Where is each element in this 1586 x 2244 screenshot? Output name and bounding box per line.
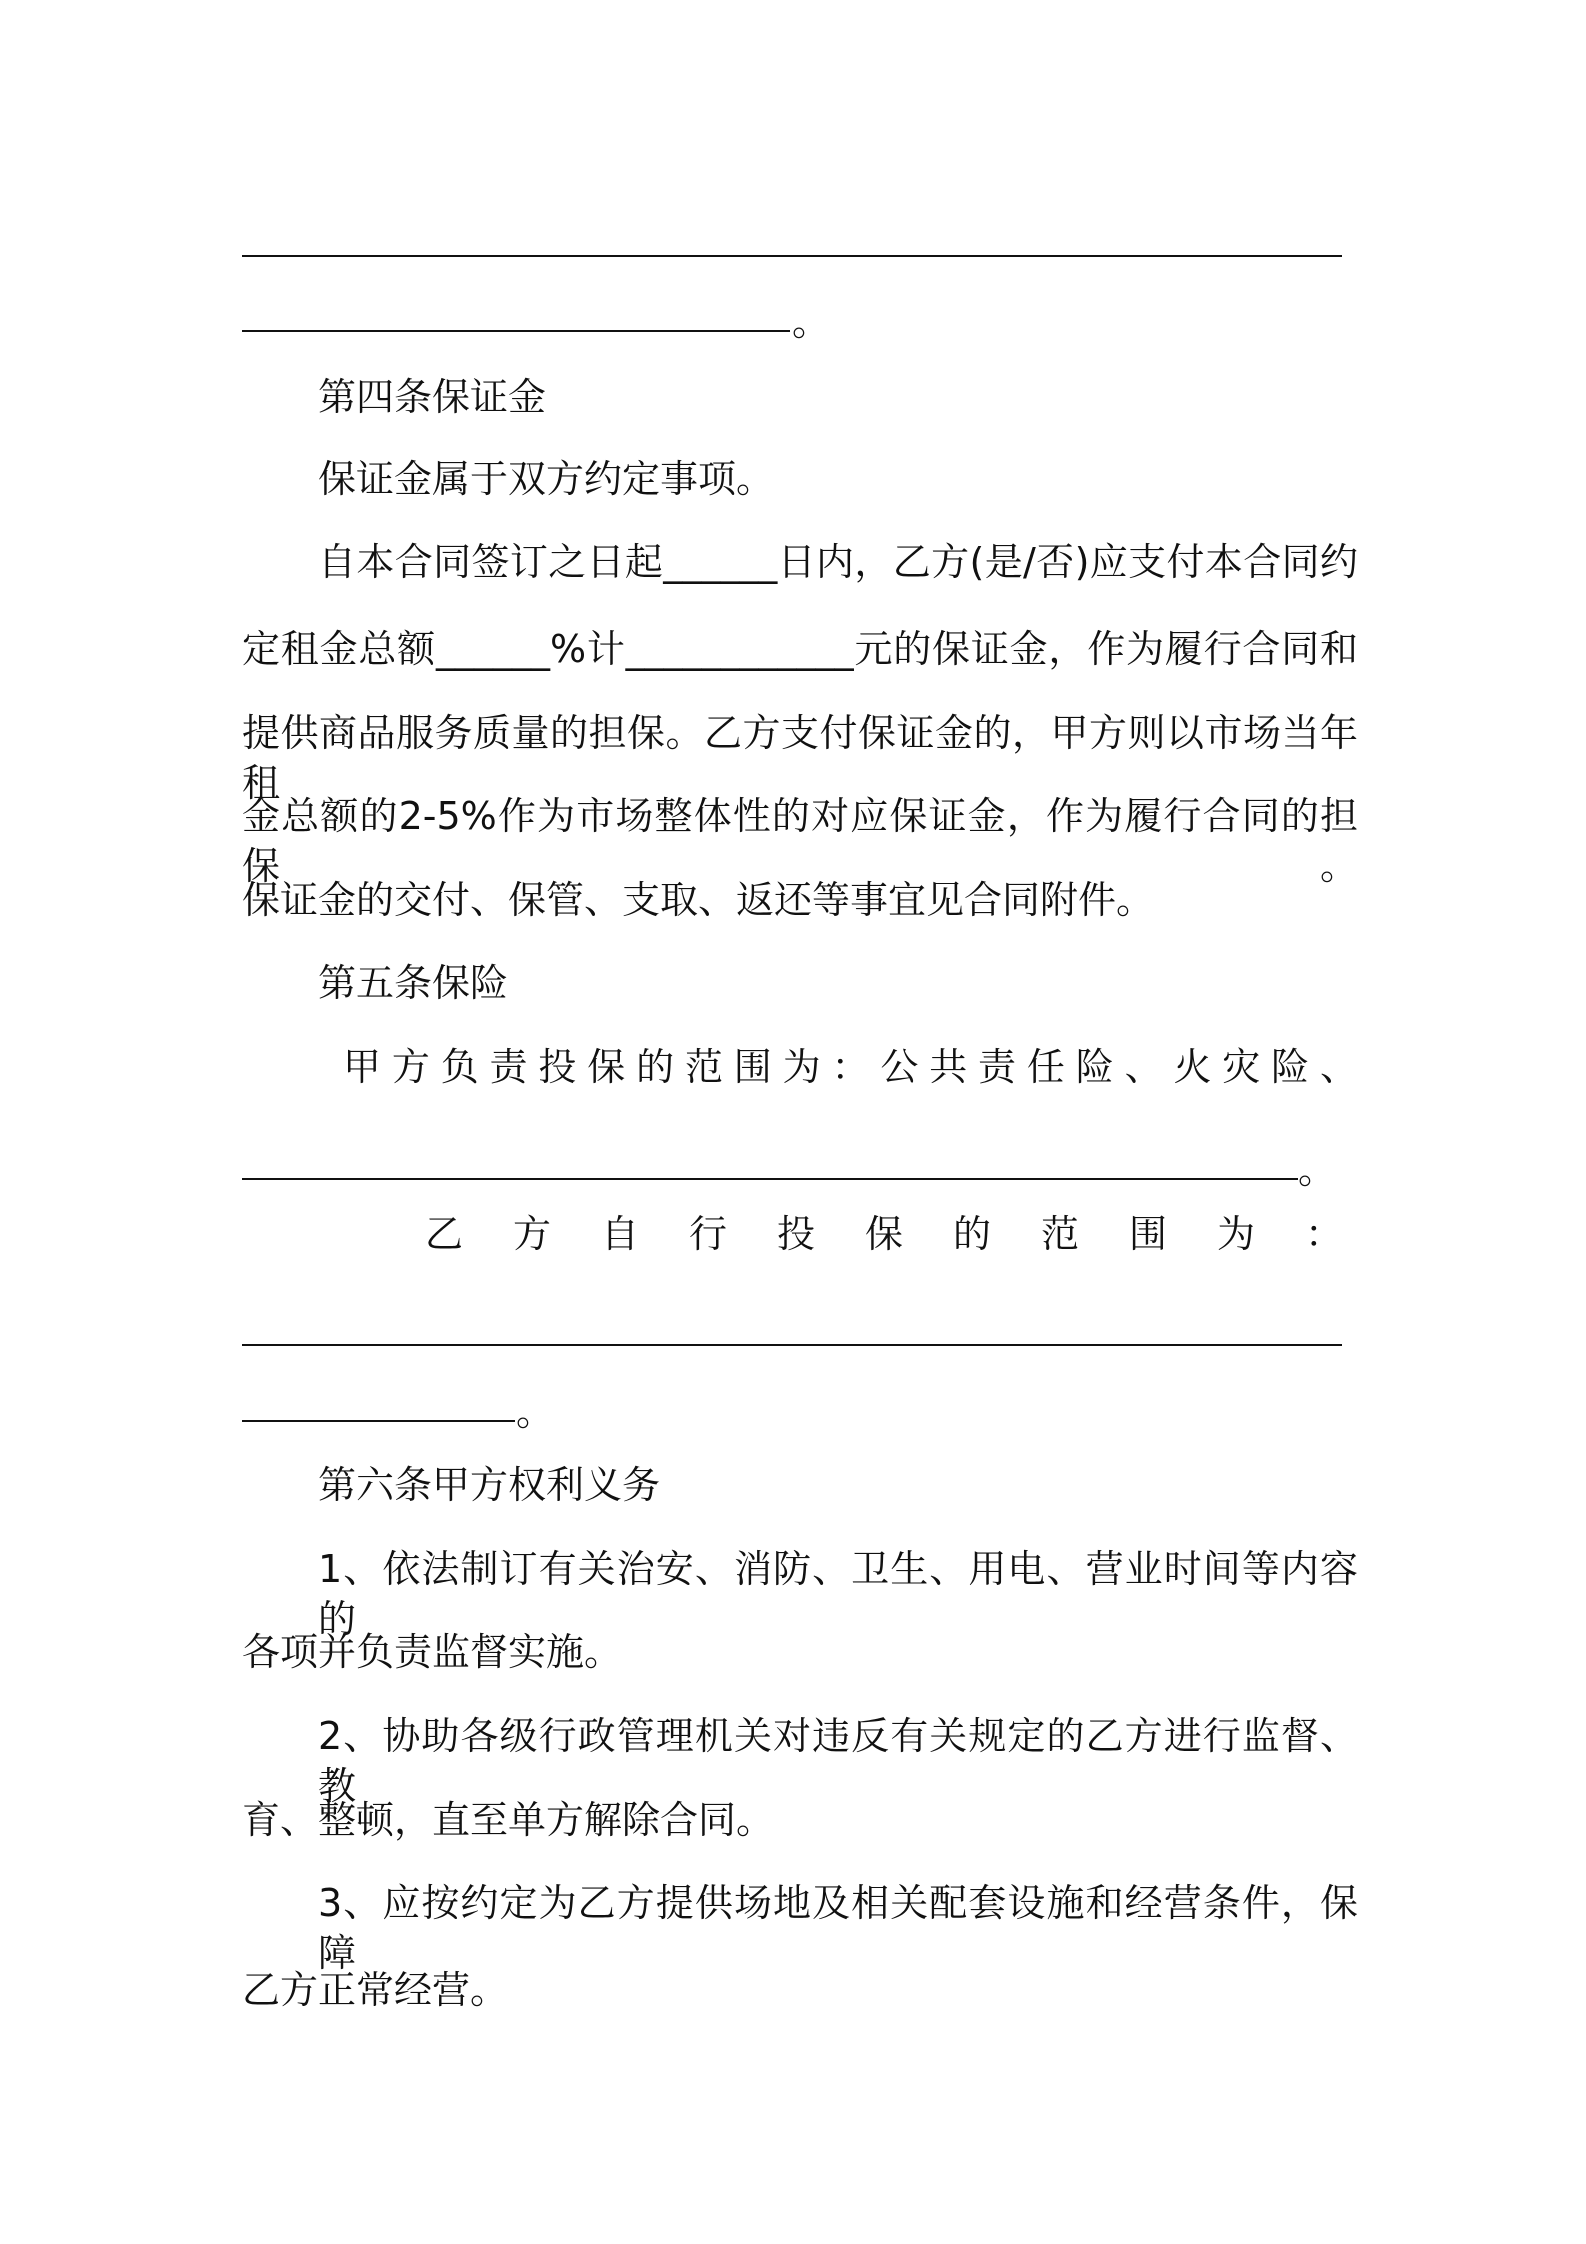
list-item: 3、应按约定为乙方提供场地及相关配套设施和经营条件，保障 — [318, 1881, 1358, 1975]
paragraph: 自本合同签订之日起______日内，乙方(是/否)应支付本合同约 — [318, 540, 1358, 584]
blank-line — [242, 330, 790, 332]
list-item: 育、整顿，直至单方解除合同。 — [242, 1798, 775, 1842]
list-item: 1、依法制订有关治安、消防、卫生、用电、营业时间等内容的 — [318, 1547, 1358, 1641]
period: 。 — [1298, 1148, 1337, 1192]
period: 。 — [516, 1390, 555, 1434]
list-item: 乙方正常经营。 — [242, 1968, 509, 2012]
section-heading-4: 第四条保证金 — [318, 375, 547, 419]
blank-line — [242, 255, 1342, 257]
paragraph: 保证金的交付、保管、支取、返还等事宜见合同附件。 — [242, 878, 1155, 922]
paragraph: 保证金属于双方约定事项。 — [318, 457, 775, 501]
section-heading-5: 第五条保险 — [318, 961, 509, 1005]
paragraph: 甲方负责投保的范围为：公共责任险、火灾险、 — [343, 1045, 1358, 1089]
paragraph: 金总额的2-5%作为市场整体性的对应保证金，作为履行合同的担保。 — [242, 794, 1358, 888]
blank-line — [242, 1420, 515, 1422]
list-item: 2、协助各级行政管理机关对违反有关规定的乙方进行监督、教 — [318, 1714, 1358, 1808]
list-item: 各项并负责监督实施。 — [242, 1630, 623, 1674]
blank-line — [242, 1344, 1342, 1346]
section-heading-6: 第六条甲方权利义务 — [318, 1463, 661, 1507]
period: 。 — [792, 300, 831, 344]
paragraph: 定租金总额______%计____________元的保证金，作为履行合同和 — [242, 627, 1358, 671]
paragraph: 乙方自行投保的范围为： — [425, 1212, 1343, 1256]
paragraph: 提供商品服务质量的担保。乙方支付保证金的，甲方则以市场当年租 — [242, 711, 1358, 805]
blank-line — [242, 1178, 1298, 1180]
